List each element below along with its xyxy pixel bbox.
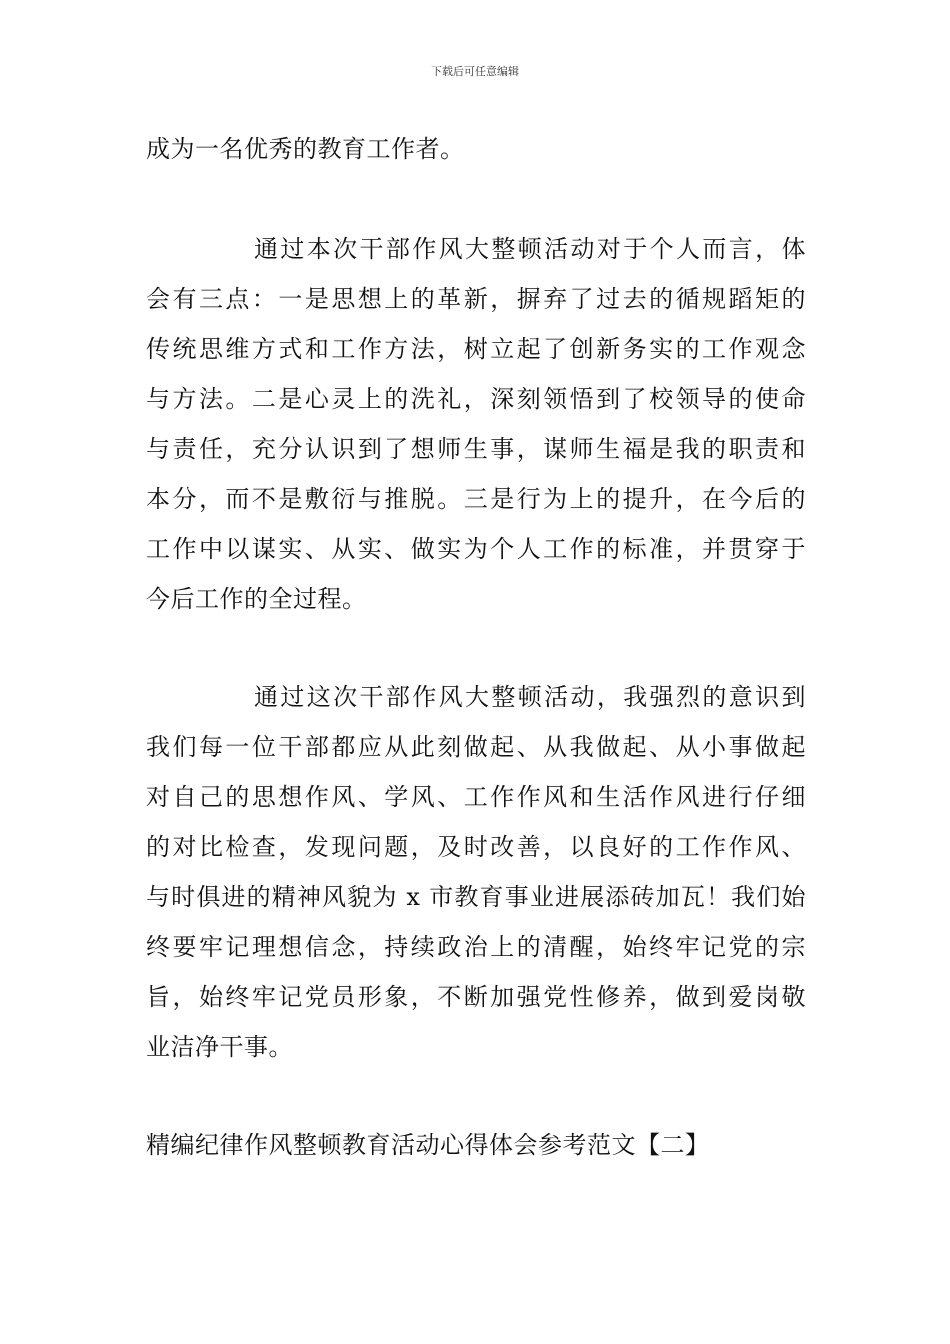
- page-header: 下载后可任意编辑: [431, 65, 519, 78]
- text-line: 与责任，充分认识到了想师生事，谋师生福是我的职责和: [146, 435, 806, 463]
- text-line: 通过本次干部作风大整顿活动对于个人而言，体: [254, 235, 806, 263]
- text-line: 的对比检查，发现问题，及时改善，以良好的工作作风、: [146, 833, 806, 861]
- text-line: 旨，始终牢记党员形象，不断加强党性修养，做到爱岗敬: [146, 983, 806, 1011]
- heading-line: 精编纪律作风整顿教育活动心得体会参考范文【二】: [146, 1131, 710, 1159]
- text-line: 会有三点：一是思想上的革新，摒弃了过去的循规蹈矩的: [146, 285, 806, 313]
- text-line: 终要牢记理想信念，持续政治上的清醒，始终牢记党的宗: [146, 933, 806, 961]
- text-line: 本分，而不是敷衍与推脱。三是行为上的提升，在今后的: [146, 485, 806, 513]
- text-line: 业洁净干事。: [146, 1033, 293, 1061]
- paragraph-awareness: [146, 672, 806, 1072]
- paragraph-continuation: [146, 124, 806, 174]
- text-line: 传统思维方式和工作方法，树立起了创新务实的工作观念: [146, 335, 806, 363]
- section-heading: [146, 1120, 806, 1170]
- text-line: 我们每一位干部都应从此刻做起、从我做起、从小事做起: [146, 733, 806, 761]
- text-line: 今后工作的全过程。: [146, 585, 367, 613]
- text-line: 工作中以谋实、从实、做实为个人工作的标准，并贯穿于: [146, 535, 806, 563]
- text-line: 成为一名优秀的教育工作者。: [146, 135, 465, 163]
- text-line: 与时俱进的精神风貌为 x 市教育事业进展添砖加瓦！我们始: [146, 883, 806, 911]
- text-line: 通过这次干部作风大整顿活动，我强烈的意识到: [254, 683, 806, 711]
- paragraph-personal-insights: [146, 224, 806, 624]
- text-line: 对自己的思想作风、学风、工作作风和生活作风进行仔细: [146, 783, 806, 811]
- text-line: 与方法。二是心灵上的洗礼，深刻领悟到了校领导的使命: [146, 385, 806, 413]
